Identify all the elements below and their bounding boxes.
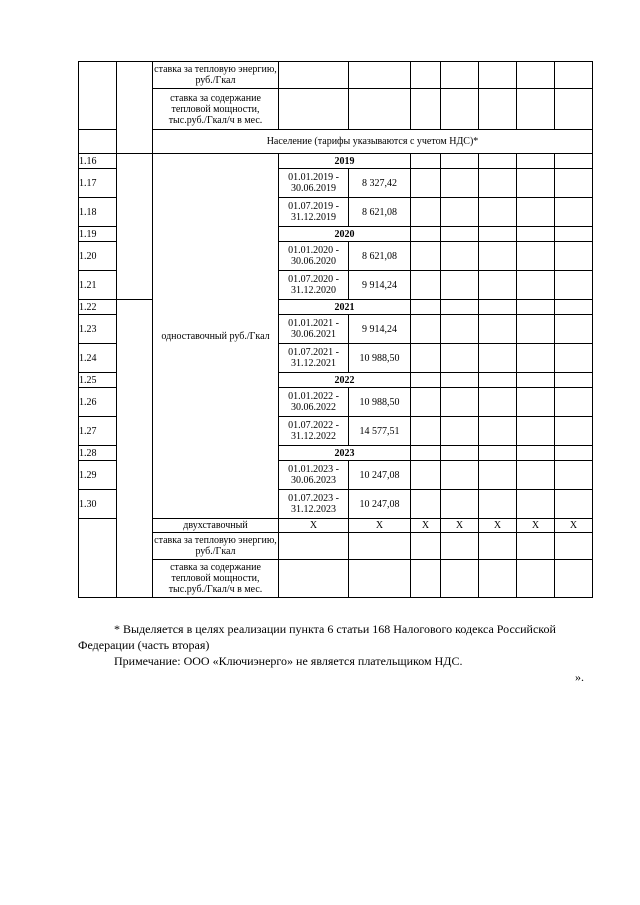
- empty-cell: [517, 227, 555, 242]
- row-number: 1.29: [79, 461, 117, 490]
- period-cell: 01.01.2020 - 30.06.2020: [279, 242, 349, 271]
- empty-cell: [517, 446, 555, 461]
- empty-cell: [441, 315, 479, 344]
- period-cell: 01.01.2021 - 30.06.2021: [279, 315, 349, 344]
- empty-cell: [441, 242, 479, 271]
- empty-cell: [411, 560, 441, 598]
- empty-cell: [555, 271, 593, 300]
- two-part-row: [79, 519, 593, 533]
- empty-cell: [411, 154, 441, 169]
- empty-cell: [517, 198, 555, 227]
- empty-cell: [517, 461, 555, 490]
- tariff-value: 9 914,24: [349, 315, 411, 344]
- period-cell: 01.01.2022 - 30.06.2022: [279, 388, 349, 417]
- empty-cell: [479, 169, 517, 198]
- table-row: [79, 533, 593, 560]
- empty-cell: [411, 417, 441, 446]
- period-cell: 01.01.2019 - 30.06.2019: [279, 169, 349, 198]
- empty-cell: [411, 490, 441, 519]
- empty-cell: [117, 154, 153, 300]
- empty-cell: [555, 169, 593, 198]
- row-label: ставка за содержание тепловой мощности, тыс.руб./Гкал/ч в мес.: [153, 560, 279, 598]
- row-number: 1.16: [79, 154, 117, 169]
- empty-cell: [517, 373, 555, 388]
- row-label: ставка за тепловую энергию, руб./Гкал: [153, 533, 279, 560]
- empty-cell: [441, 300, 479, 315]
- period-cell: 01.07.2023 - 31.12.2023: [279, 490, 349, 519]
- empty-cell: [441, 560, 479, 598]
- empty-cell: [555, 198, 593, 227]
- empty-cell: [79, 519, 117, 598]
- empty-cell: [555, 560, 593, 598]
- empty-cell: [441, 533, 479, 560]
- row-number: 1.28: [79, 446, 117, 461]
- empty-cell: [411, 242, 441, 271]
- empty-cell: [411, 446, 441, 461]
- empty-cell: [479, 446, 517, 461]
- empty-cell: [79, 130, 117, 154]
- period-cell: 01.07.2019 - 31.12.2019: [279, 198, 349, 227]
- empty-cell: [479, 344, 517, 373]
- empty-cell: [517, 271, 555, 300]
- tariff-value: 10 247,08: [349, 461, 411, 490]
- empty-cell: [441, 373, 479, 388]
- tariff-value: 8 621,08: [349, 198, 411, 227]
- empty-cell: [411, 271, 441, 300]
- empty-cell: [411, 315, 441, 344]
- year-label: 2019: [279, 154, 411, 169]
- empty-cell: [555, 315, 593, 344]
- tariff-table-body: [79, 62, 593, 598]
- row-number: 1.23: [79, 315, 117, 344]
- empty-cell: [411, 373, 441, 388]
- empty-cell: [517, 315, 555, 344]
- period-cell: 01.07.2022 - 31.12.2022: [279, 417, 349, 446]
- empty-cell: [517, 417, 555, 446]
- empty-cell: [411, 169, 441, 198]
- empty-cell: [479, 300, 517, 315]
- empty-cell: [441, 461, 479, 490]
- empty-cell: [517, 388, 555, 417]
- row-label: ставка за содержание тепловой мощности, тыс.руб./Гкал/ч в мес.: [153, 89, 279, 130]
- footnote: * Выделяется в целях реализации пункта 6 статьи 168 Налогового кодекса Российской Федерации (часть вторая): [78, 622, 556, 652]
- x-mark: Х: [411, 519, 441, 533]
- row-number: 1.24: [79, 344, 117, 373]
- empty-cell: [517, 169, 555, 198]
- section-row: [79, 130, 593, 154]
- period-cell: 01.07.2021 - 31.12.2021: [279, 344, 349, 373]
- row-number: 1.20: [79, 242, 117, 271]
- row-number: 1.22: [79, 300, 117, 315]
- empty-cell: [555, 154, 593, 169]
- empty-cell: [517, 344, 555, 373]
- empty-cell: [441, 198, 479, 227]
- x-mark: Х: [555, 519, 593, 533]
- year-label: 2022: [279, 373, 411, 388]
- row-number: 1.26: [79, 388, 117, 417]
- empty-cell: [479, 154, 517, 169]
- empty-cell: [441, 490, 479, 519]
- empty-cell: [479, 373, 517, 388]
- empty-cell: [441, 417, 479, 446]
- row-number: 1.21: [79, 271, 117, 300]
- empty-cell: [555, 242, 593, 271]
- empty-cell: [555, 344, 593, 373]
- empty-cell: [479, 533, 517, 560]
- empty-cell: [479, 315, 517, 344]
- empty-cell: [411, 461, 441, 490]
- empty-cell: [479, 242, 517, 271]
- year-label: 2021: [279, 300, 411, 315]
- empty-cell: [279, 533, 349, 560]
- empty-cell: [79, 62, 117, 130]
- tariff-value: 10 247,08: [349, 490, 411, 519]
- empty-cell: [555, 300, 593, 315]
- tariff-value: 8 327,42: [349, 169, 411, 198]
- empty-cell: [555, 446, 593, 461]
- row-number: 1.17: [79, 169, 117, 198]
- empty-cell: [411, 227, 441, 242]
- empty-cell: [441, 271, 479, 300]
- empty-cell: [441, 154, 479, 169]
- row-number: 1.30: [79, 490, 117, 519]
- empty-cell: [411, 533, 441, 560]
- tariff-type-two: двухставочный: [153, 519, 279, 533]
- empty-cell: [479, 490, 517, 519]
- tariff-value: 9 914,24: [349, 271, 411, 300]
- empty-cell: [555, 490, 593, 519]
- year-row: [79, 154, 593, 169]
- x-mark: Х: [479, 519, 517, 533]
- empty-cell: [479, 417, 517, 446]
- empty-cell: [479, 461, 517, 490]
- empty-cell: [441, 344, 479, 373]
- empty-cell: [441, 227, 479, 242]
- empty-cell: [479, 198, 517, 227]
- empty-cell: [555, 373, 593, 388]
- empty-cell: [517, 300, 555, 315]
- table-row: [79, 560, 593, 598]
- tariff-value: 10 988,50: [349, 388, 411, 417]
- empty-cell: [479, 388, 517, 417]
- period-cell: 01.01.2023 - 30.06.2023: [279, 461, 349, 490]
- x-mark: Х: [517, 519, 555, 533]
- x-mark: Х: [349, 519, 411, 533]
- year-label: 2020: [279, 227, 411, 242]
- empty-cell: [555, 461, 593, 490]
- row-number: 1.27: [79, 417, 117, 446]
- tariff-type-one: одноставочный руб./Гкал: [153, 154, 279, 519]
- empty-cell: [441, 446, 479, 461]
- empty-cell: [555, 388, 593, 417]
- empty-cell: [479, 560, 517, 598]
- empty-cell: [411, 344, 441, 373]
- empty-cell: [117, 300, 153, 598]
- period-cell: 01.07.2020 - 31.12.2020: [279, 271, 349, 300]
- empty-cell: [349, 560, 411, 598]
- table-row: [79, 89, 593, 130]
- empty-cell: [411, 300, 441, 315]
- empty-cell: [517, 154, 555, 169]
- empty-cell: [555, 533, 593, 560]
- row-number: 1.19: [79, 227, 117, 242]
- empty-cell: [517, 560, 555, 598]
- empty-cell: [555, 417, 593, 446]
- empty-cell: [517, 533, 555, 560]
- year-label: 2023: [279, 446, 411, 461]
- closing-quote: ».: [575, 670, 584, 684]
- x-mark: Х: [441, 519, 479, 533]
- empty-cell: [441, 388, 479, 417]
- note: Примечание: ООО «Ключиэнерго» не является плательщиком НДС.: [114, 654, 463, 668]
- empty-cell: [279, 560, 349, 598]
- empty-cell: [411, 198, 441, 227]
- empty-cell: [555, 227, 593, 242]
- empty-cell: [479, 271, 517, 300]
- empty-cell: [441, 169, 479, 198]
- empty-cell: [117, 62, 153, 154]
- empty-cell: [479, 227, 517, 242]
- x-mark: Х: [279, 519, 349, 533]
- tariff-value: 8 621,08: [349, 242, 411, 271]
- tariff-value: 10 988,50: [349, 344, 411, 373]
- empty-cell: [517, 490, 555, 519]
- empty-cell: [349, 533, 411, 560]
- tariff-value: 14 577,51: [349, 417, 411, 446]
- tariff-table: [78, 61, 593, 598]
- row-number: 1.18: [79, 198, 117, 227]
- empty-cell: [517, 242, 555, 271]
- row-label: ставка за тепловую энергию, руб./Гкал: [153, 62, 279, 89]
- empty-cell: [411, 388, 441, 417]
- row-number: 1.25: [79, 373, 117, 388]
- table-row: [79, 62, 593, 89]
- section-title: Население (тарифы указываются с учетом НДС)*: [153, 130, 593, 154]
